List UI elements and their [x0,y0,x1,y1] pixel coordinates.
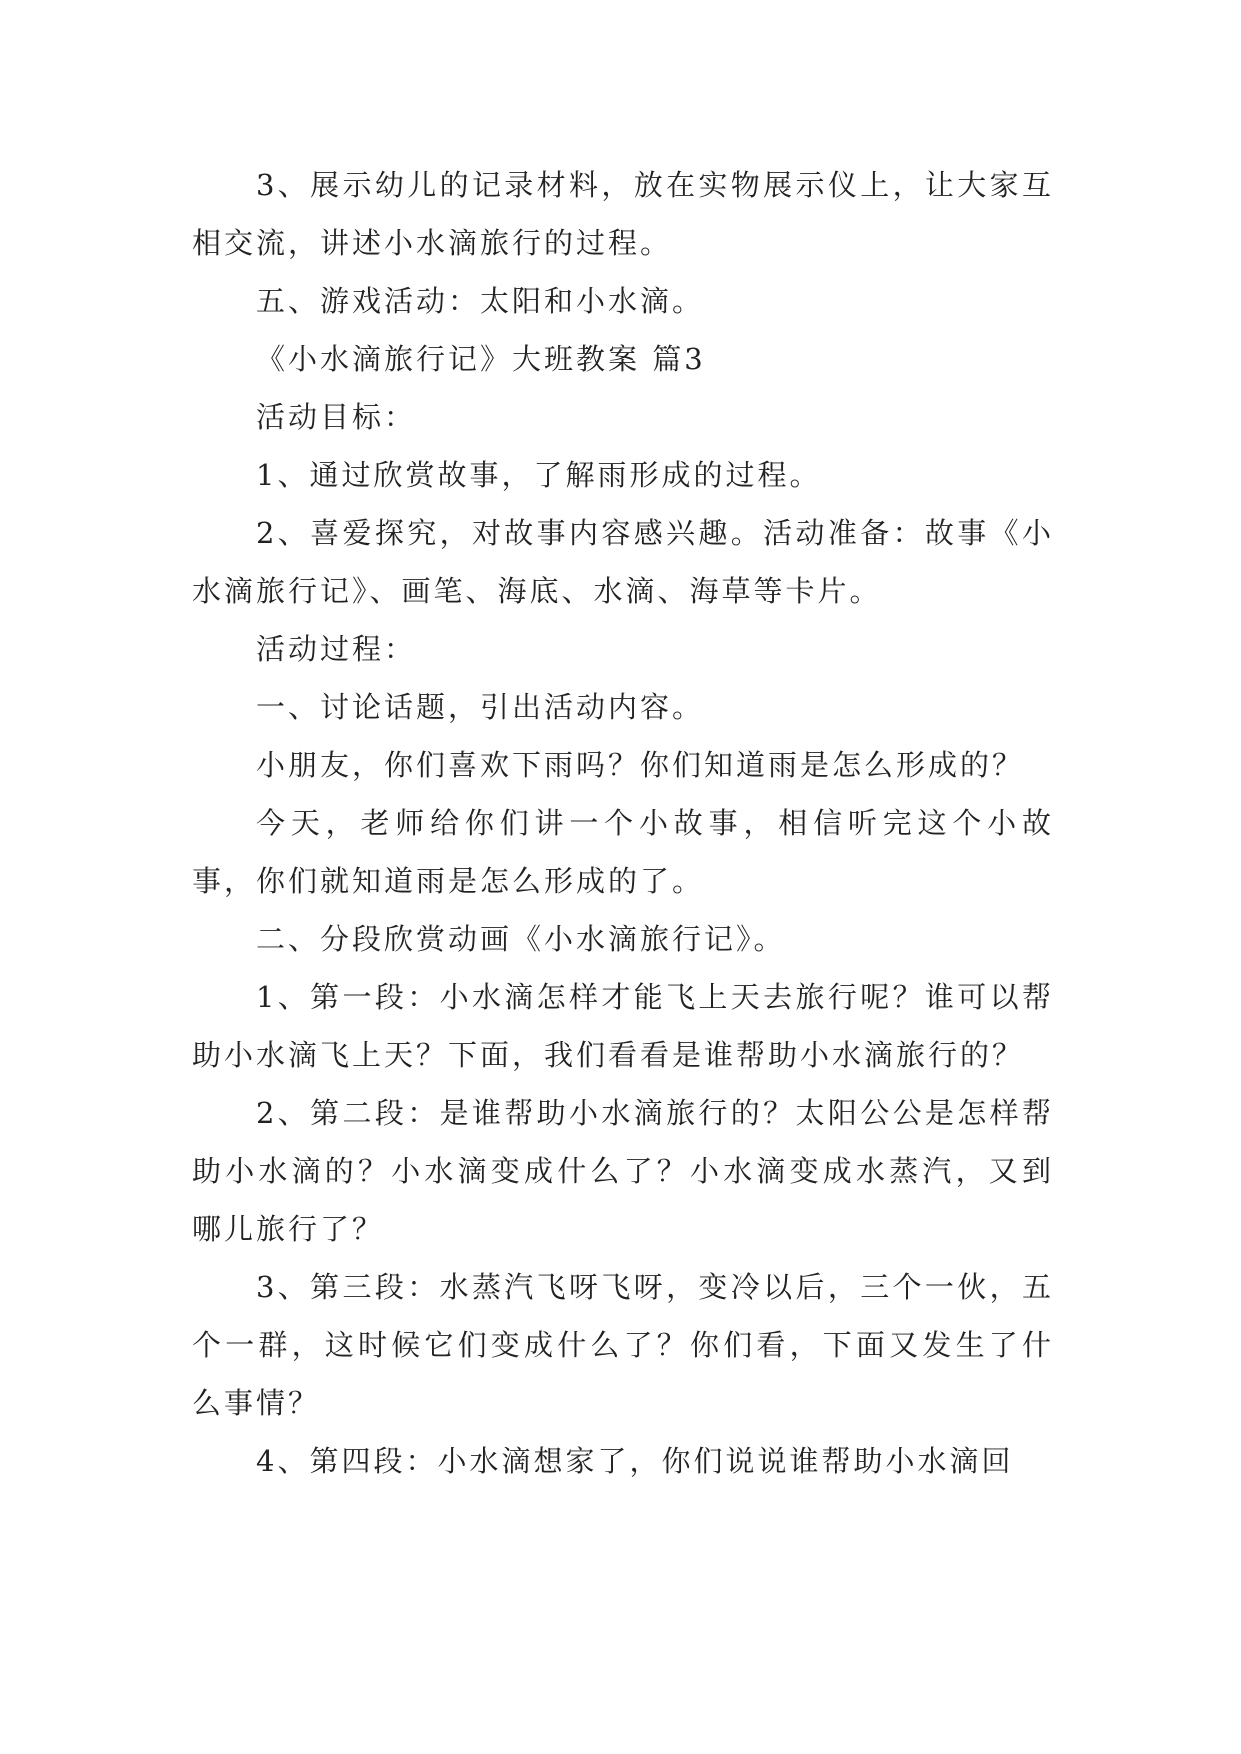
paragraph: 2、喜爱探究，对故事内容感兴趣。活动准备：故事《小水滴旅行记》、画笔、海底、水滴、海草等卡片。 [192,516,1054,608]
paragraph: 小朋友，你们喜欢下雨吗？你们知道雨是怎么形成的？ [256,748,1025,782]
paragraph: 4、第四段：小水滴想家了，你们说说谁帮助小水滴回 [256,1444,1014,1478]
paragraph: 1、通过欣赏故事，了解雨形成的过程。 [256,458,822,492]
document-body [192,156,1054,1490]
paragraph: 活动目标： [256,400,417,434]
paragraph: 2、第二段：是谁帮助小水滴旅行的？太阳公公是怎样帮助小水滴的？小水滴变成什么了？小水滴变成水蒸汽，又到哪儿旅行了？ [192,1096,1054,1246]
paragraph: 活动过程： [256,632,417,666]
paragraph: 3、第三段：水蒸汽飞呀飞呀，变冷以后，三个一伙，五个一群，这时候它们变成什么了？你们看，下面又发生了什么事情？ [192,1270,1054,1420]
section-heading: 《小水滴旅行记》大班教案 篇3 [256,342,706,376]
paragraph: 3、展示幼儿的记录材料，放在实物展示仪上，让大家互相交流，讲述小水滴旅行的过程。 [192,168,1054,260]
paragraph: 二、分段欣赏动画《小水滴旅行记》。 [256,922,786,956]
paragraph: 五、游戏活动：太阳和小水滴。 [256,284,705,318]
paragraph: 一、讨论话题，引出活动内容。 [256,690,705,724]
paragraph: 今天，老师给你们讲一个小故事，相信听完这个小故事，你们就知道雨是怎么形成的了。 [192,806,1054,898]
paragraph: 1、第一段：小水滴怎样才能飞上天去旅行呢？谁可以帮助小水滴飞上天？下面，我们看看是谁帮助小水滴旅行的？ [192,980,1054,1072]
